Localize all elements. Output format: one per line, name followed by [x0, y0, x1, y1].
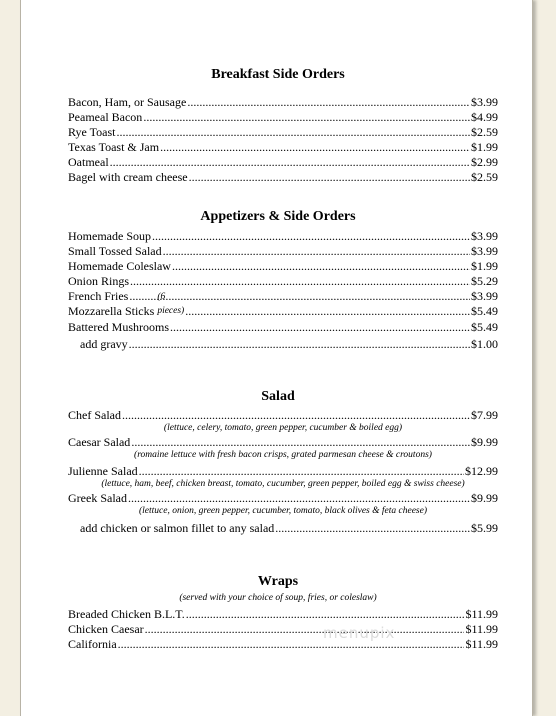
- menu-item: [68, 274, 498, 288]
- item-price: $3.99: [471, 289, 498, 303]
- leader-dots: [189, 170, 470, 184]
- section-subtitle: (served with your choice of soup, fries, or coleslaw): [179, 593, 377, 603]
- leader-dots: [131, 435, 470, 449]
- leader-dots: [116, 125, 470, 139]
- leader-dots: [160, 140, 470, 154]
- menu-item: [68, 622, 498, 636]
- item-price: $5.29: [471, 274, 498, 288]
- item-price: $11.99: [465, 637, 498, 651]
- item-name: Onion Rings: [68, 274, 130, 288]
- item-price: $11.99: [465, 607, 498, 621]
- item-name: Mozzarella Sticks: [68, 304, 155, 318]
- menu-item: [68, 607, 498, 621]
- item-name: French Fries: [68, 289, 129, 303]
- section-title-wraps: Wraps: [257, 574, 299, 589]
- leader-dots: [172, 259, 470, 273]
- menu-item: [80, 521, 498, 535]
- menu-item: [68, 95, 498, 109]
- menu-item: [68, 125, 498, 139]
- item-price: $2.59: [471, 170, 498, 184]
- item-name: Chicken Caesar: [68, 622, 144, 636]
- item-price: $1.99: [471, 259, 498, 273]
- leader-dots: [152, 229, 470, 243]
- leader-dots: [130, 274, 470, 288]
- item-price: $3.99: [471, 229, 498, 243]
- item-description: (romaine lettuce with fresh bacon crisps, grated parmesan cheese & croutons): [134, 450, 432, 460]
- item-price: $1.99: [471, 140, 498, 154]
- item-name: Battered Mushrooms: [68, 320, 169, 334]
- leader-dots: [122, 408, 470, 422]
- item-name: Bacon, Ham, or Sausage: [68, 95, 187, 109]
- menu-item: [68, 110, 498, 124]
- menu-item: [80, 337, 498, 351]
- menu-item: [68, 408, 498, 422]
- menu-item: [68, 170, 498, 184]
- item-note: (6 pieces): [157, 292, 185, 316]
- item-name: add gravy: [80, 337, 128, 351]
- leader-dots: [186, 607, 465, 621]
- item-price: $7.99: [471, 408, 498, 422]
- menu-item: [68, 637, 498, 651]
- item-price: $5.49: [471, 320, 498, 334]
- watermark: menupix: [323, 624, 396, 642]
- item-name: Breaded Chicken B.L.T.: [68, 607, 185, 621]
- item-name: Chef Salad: [68, 408, 121, 422]
- section-title-salad: Salad: [261, 389, 295, 404]
- item-price: $2.59: [471, 125, 498, 139]
- menu-item: [68, 229, 498, 243]
- leader-dots: [170, 320, 470, 334]
- item-price: $3.99: [471, 244, 498, 258]
- item-price: $9.99: [471, 491, 498, 505]
- leader-dots: [145, 622, 465, 636]
- item-name: Julienne Salad: [68, 464, 138, 478]
- menu-item: [68, 289, 498, 303]
- item-name: Peameal Bacon: [68, 110, 143, 124]
- item-name: Rye Toast: [68, 125, 116, 139]
- item-name: Caesar Salad: [68, 435, 131, 449]
- leader-dots: [163, 244, 470, 258]
- leader-dots: [275, 521, 470, 535]
- item-name: Texas Toast & Jam: [68, 140, 160, 154]
- menu-item: [68, 244, 498, 258]
- leader-dots: [185, 304, 470, 318]
- section-title-appetizers: Appetizers & Side Orders: [200, 209, 356, 224]
- menu-item: [68, 155, 498, 169]
- leader-dots: [118, 637, 465, 651]
- item-description: (lettuce, celery, tomato, green pepper, cucumber & boiled egg): [163, 423, 403, 433]
- item-price: $11.99: [465, 622, 498, 636]
- item-name: Homemade Soup: [68, 229, 151, 243]
- item-name: Small Tossed Salad: [68, 244, 162, 258]
- item-name: Greek Salad: [68, 491, 127, 505]
- item-description: (lettuce, ham, beef, chicken breast, tomato, cucumber, green pepper, boiled egg & swiss cheese): [101, 479, 465, 489]
- item-price: $3.99: [471, 95, 498, 109]
- item-price: $4.99: [471, 110, 498, 124]
- leader-dots: [110, 155, 470, 169]
- item-price: $12.99: [465, 464, 498, 478]
- item-name: California: [68, 637, 117, 651]
- leader-dots: [187, 95, 470, 109]
- menu-item: [68, 259, 498, 273]
- leader-dots: [143, 110, 470, 124]
- menu-item: [68, 140, 498, 154]
- leader-dots: [129, 337, 470, 351]
- item-name: Oatmeal: [68, 155, 109, 169]
- item-name: Bagel with cream cheese: [68, 170, 188, 184]
- menu-item: [68, 491, 498, 505]
- item-name: Homemade Coleslaw: [68, 259, 171, 273]
- menu-item: [68, 464, 498, 478]
- menu-item: [68, 435, 498, 449]
- section-title-breakfast: Breakfast Side Orders: [211, 67, 345, 82]
- item-name: add chicken or salmon fillet to any salad: [80, 521, 275, 535]
- item-price: $1.00: [471, 337, 498, 351]
- item-description: (lettuce, onion, green pepper, cucumber, tomato, black olives & feta cheese): [139, 506, 427, 516]
- item-price: $9.99: [471, 435, 498, 449]
- item-price: $5.99: [471, 521, 498, 535]
- menu-item: [68, 320, 498, 334]
- leader-dots: [128, 491, 470, 505]
- item-price: $5.49: [471, 304, 498, 318]
- item-price: $2.99: [471, 155, 498, 169]
- leader-dots: [139, 464, 464, 478]
